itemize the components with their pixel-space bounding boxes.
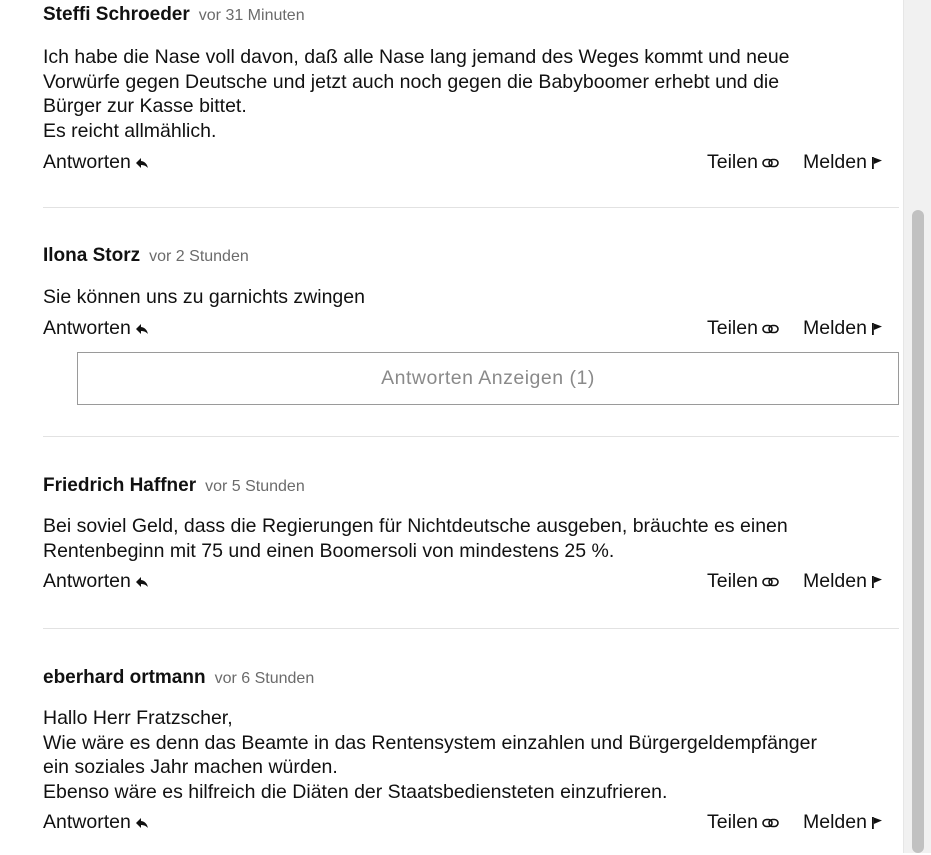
comment-line: Es reicht allmählich. [43,119,217,142]
vertical-scrollbar[interactable] [903,0,931,853]
comment-line: Rentenbeginn mit 75 und einen Boomersoli von mindestens 25 %. [43,539,615,562]
share-label: Teilen [707,317,758,339]
comment-line: Ebenso wäre es hilfreich die Diäten der Staatsbediensteten einzufrieren. [43,780,668,803]
comment-line: Vorwürfe gegen Deutsche und jetzt auch noch gegen die Babyboomer erhebt und die [43,70,780,93]
report-label: Melden [803,570,867,592]
comment-actions [43,811,893,837]
comment-text [43,514,899,563]
show-replies-button[interactable]: Antworten Anzeigen (1) [77,352,899,405]
reply-label: Antworten [43,570,131,592]
comment-line: Wie wäre es denn das Beamte in das Rentensystem einzahlen und Bürgergeldempfänger [43,731,817,754]
comment [43,436,899,628]
comment-header [43,4,305,26]
flag-icon [871,575,883,589]
reply-arrow-icon [135,157,149,169]
comment-text [43,45,899,143]
comment-timestamp: vor 2 Stunden [149,248,249,265]
author-name: Steffi Schroeder [43,4,190,25]
report-label: Melden [803,151,867,173]
link-icon [762,818,779,828]
reply-label: Antworten [43,317,131,339]
link-icon [762,324,779,334]
share-label: Teilen [707,570,758,592]
comment-line: ein soziales Jahr machen würden. [43,756,338,778]
reply-arrow-icon [135,323,149,335]
report-button[interactable] [803,317,883,340]
report-button[interactable] [803,151,883,174]
comment-actions [43,570,893,596]
report-button[interactable] [803,570,883,593]
comment-line: Hallo Herr Fratzscher, [43,707,233,729]
comment-line: Ich habe die Nase voll davon, daß alle Nase lang jemand des Weges kommt und neue [43,46,790,68]
reply-arrow-icon [135,817,149,829]
link-icon [762,158,779,168]
comment-header [43,245,249,267]
comment-actions [43,317,893,343]
share-button[interactable] [707,317,779,340]
comment-line: Bürger zur Kasse bittet. [43,95,247,117]
share-label: Teilen [707,811,758,833]
comment-text [43,706,899,804]
report-label: Melden [803,811,867,833]
reply-label: Antworten [43,811,131,833]
link-icon [762,577,779,587]
comment-text [43,285,899,310]
author-name: Ilona Storz [43,245,141,266]
comment-timestamp: vor 31 Minuten [198,7,305,24]
share-button[interactable] [707,811,779,834]
scrollbar-thumb[interactable] [912,210,924,853]
comment-header [43,475,305,497]
flag-icon [871,322,883,336]
comment-header [43,667,314,689]
reply-button[interactable] [43,317,149,340]
reply-button[interactable] [43,570,149,593]
reply-arrow-icon [135,576,149,588]
comment-line: Bei soviel Geld, dass die Regierungen für Nichtdeutsche ausgeben, bräuchte es einen [43,515,788,537]
report-label: Melden [803,317,867,339]
comment-timestamp: vor 6 Stunden [214,670,315,687]
comment-line: Sie können uns zu garnichts zwingen [43,286,365,308]
comment [43,0,899,207]
flag-icon [871,816,883,830]
reply-label: Antworten [43,151,131,173]
author-name: eberhard ortmann [43,667,206,688]
comment-actions [43,151,893,177]
share-label: Teilen [707,151,758,173]
author-name: Friedrich Haffner [43,475,197,496]
report-button[interactable] [803,811,883,834]
reply-button[interactable] [43,811,149,834]
reply-button[interactable] [43,151,149,174]
share-button[interactable] [707,570,779,593]
comment-feed [43,0,899,855]
comment-timestamp: vor 5 Stunden [205,478,305,495]
share-button[interactable] [707,151,779,174]
flag-icon [871,156,883,170]
